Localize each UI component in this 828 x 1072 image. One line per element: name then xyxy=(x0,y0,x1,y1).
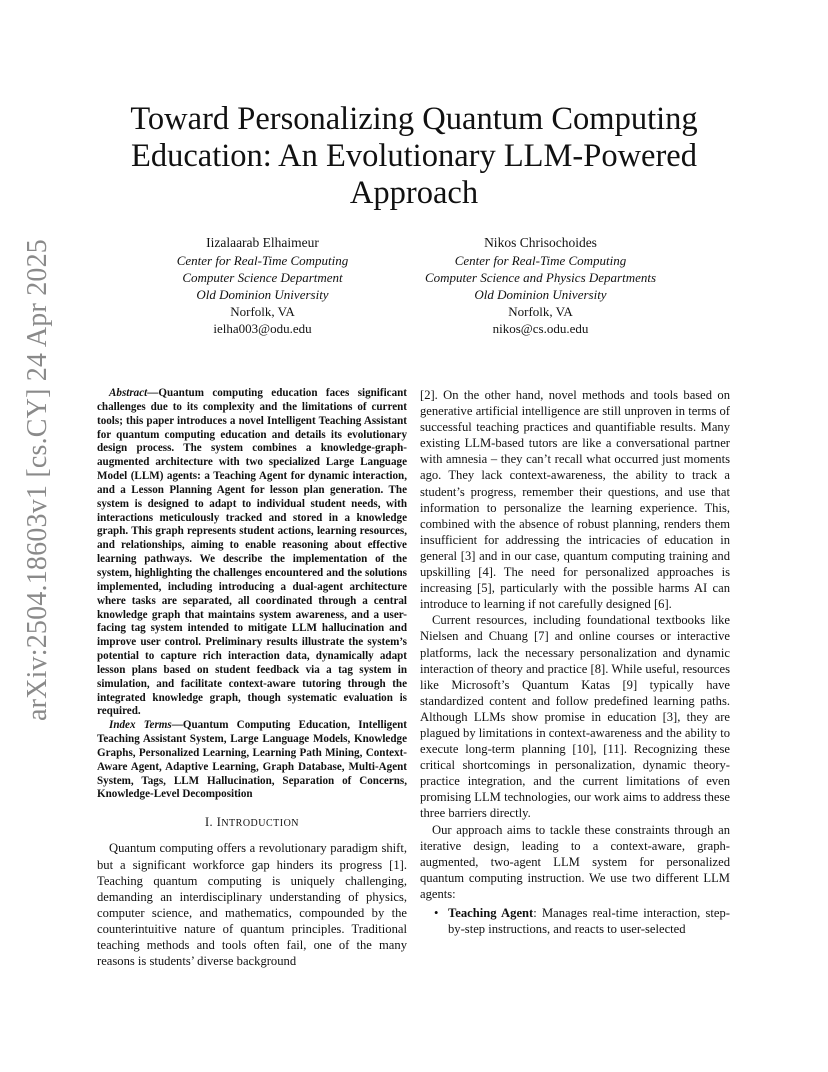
paper-title: Toward Personalizing Quantum Computing Education: An Evolutionary LLM-Powered Approach xyxy=(130,101,698,211)
author-block-1 xyxy=(135,234,390,337)
intro-paragraph: Quantum computing offers a revolutionary paradigm shift, but a significant workforce gap hinders its progress [1]. Teaching quantum computing is uniquely challenging, demanding an interdisciplinary understanding of physics, computer science, and mathematics, compounded by the counterintuitive nature of quantum principles. Traditional teaching methods and tools often fail, one of the many reasons is students’ diverse background xyxy=(97,841,407,969)
index-terms xyxy=(97,719,407,802)
abstract-text: —Quantum computing education faces significant challenges due to its complexity and the limitations of current tools; this paper introduces a novel Intelligent Teaching Assistant for quantum computing education and details its evolutionary design process. The system combines a knowledge-graph-augmented architecture with two specialized Large Language Model (LLM) agents: a Teaching Agent for dynamic interaction, and a Lesson Planning Agent for lesson plan generation. The system is designed to adapt to individual student needs, with interactions meticulously tracked and stored in a knowledge graph. This graph represents student actions, learning resources, and relationships, aiming to enable reasoning about effective learning pathways. We describe the implementation of the system, highlighting the challenges encountered and the solutions implemented, including introducing a dual-agent architecture where tasks are separated, all coordinated through a central knowledge graph that maintains system awareness, and a user-facing tag system intended to mitigate LLM hallucination and improve user control. Preliminary results illustrate the system’s potential to capture rich interaction data, dynamically adapt lesson plans based on student feedback via a tag system in simulation, and facilitate context-aware tutoring through the integrated knowledge graph, though systematic evaluation is required. xyxy=(97,387,407,718)
abstract xyxy=(97,387,407,719)
abstract-lead: Abstract xyxy=(109,387,148,399)
body-paragraph-2: Current resources, including foundational textbooks like Nielsen and Chuang [7] and online courses or interactive platforms, lack the necessary personalization and dynamic interaction of theory and practice [8]. While useful, resources like Microsoft’s Quantum Katas [9] typically have standardized content and follow predefined learning paths. Although LLMs show promise in education [3], they are plagued by limitations in context-awareness and the ability to execute long-term planning [10], [11]. Recognizing these critical shortcomings in personalization, dynamic theory-practice integration, and the current limitations of even promising LLM technologies, our work aims to address these three barriers directly. xyxy=(420,613,730,821)
list-item xyxy=(434,905,730,937)
arxiv-id-text: arXiv:2504.18603v1 [cs.CY] 24 Apr 2025 xyxy=(22,238,53,722)
right-column xyxy=(420,387,730,937)
author-email: ielha003@odu.edu xyxy=(213,321,312,336)
author-location: Norfolk, VA xyxy=(230,304,295,319)
author-name: Nikos Chrisochoides xyxy=(484,235,597,250)
author-university: Old Dominion University xyxy=(196,287,329,302)
section-number: I. xyxy=(204,815,217,830)
author-center: Center for Real-Time Computing xyxy=(176,253,349,268)
section-heading-introduction xyxy=(97,814,407,832)
author-location: Norfolk, VA xyxy=(508,304,573,319)
author-block-2 xyxy=(408,234,673,337)
author-university: Old Dominion University xyxy=(474,287,607,302)
body-paragraph-3: Our approach aims to tackle these constraints through an iterative design, leading to a context-aware, graph-augmented, two-agent LLM system for personalized quantum computing instruction. We use two different LLM agents: xyxy=(420,822,730,901)
section-rest: NTRODUCTION xyxy=(221,818,300,830)
bullet-marker: • xyxy=(434,906,439,920)
author-department: Computer Science Department xyxy=(182,270,343,285)
body-paragraph-1: [2]. On the other hand, novel methods and tools based on generative artificial intelligence are still unproven in terms of successful teaching practices and quantifiable results. Many existing LLM-based tutors are like a conversational partner with amnesia – they can’t recall what occurred just moments ago. They lack context-awareness, the ability to track a student’s progress, remember their questions, and use that information to personalize the learning experience. This, combined with the absence of robust planning, renders them insufficient for addressing the intricacies of education in general [3] and in our case, quantum computing training and upskilling [4]. The need for personalized approaches is increasing [5], particularly with the possible harms AI can introduce to learning if not carefully designed [6]. xyxy=(420,388,730,612)
section-first-letter: I xyxy=(216,815,222,830)
index-terms-lead: Index Terms xyxy=(109,719,172,732)
author-center: Center for Real-Time Computing xyxy=(454,253,627,268)
bullet-text: : Manages real-time interaction, step-by-step instructions, and reacts to user-selected xyxy=(448,906,731,937)
author-email: nikos@cs.odu.edu xyxy=(492,321,589,336)
left-column xyxy=(97,387,407,969)
bullet-term: Teaching Agent xyxy=(448,906,534,920)
agent-list xyxy=(420,905,730,937)
author-name: Iizalaarab Elhaimeur xyxy=(206,235,319,250)
arxiv-identifier-stamp xyxy=(18,238,58,722)
author-department: Computer Science and Physics Departments xyxy=(424,270,657,285)
index-terms-text: —Quantum Computing Education, Intelligent Teaching Assistant System, Large Language Models, Knowledge Graphs, Personalized Learning, Learning Path Mining, Context-Aware Agent, Adaptive Learning, Graph Database, Multi-Agent System, Tags, LLM Hallucination, Separation of Concerns, Knowledge-Level Decomposition xyxy=(97,719,407,801)
